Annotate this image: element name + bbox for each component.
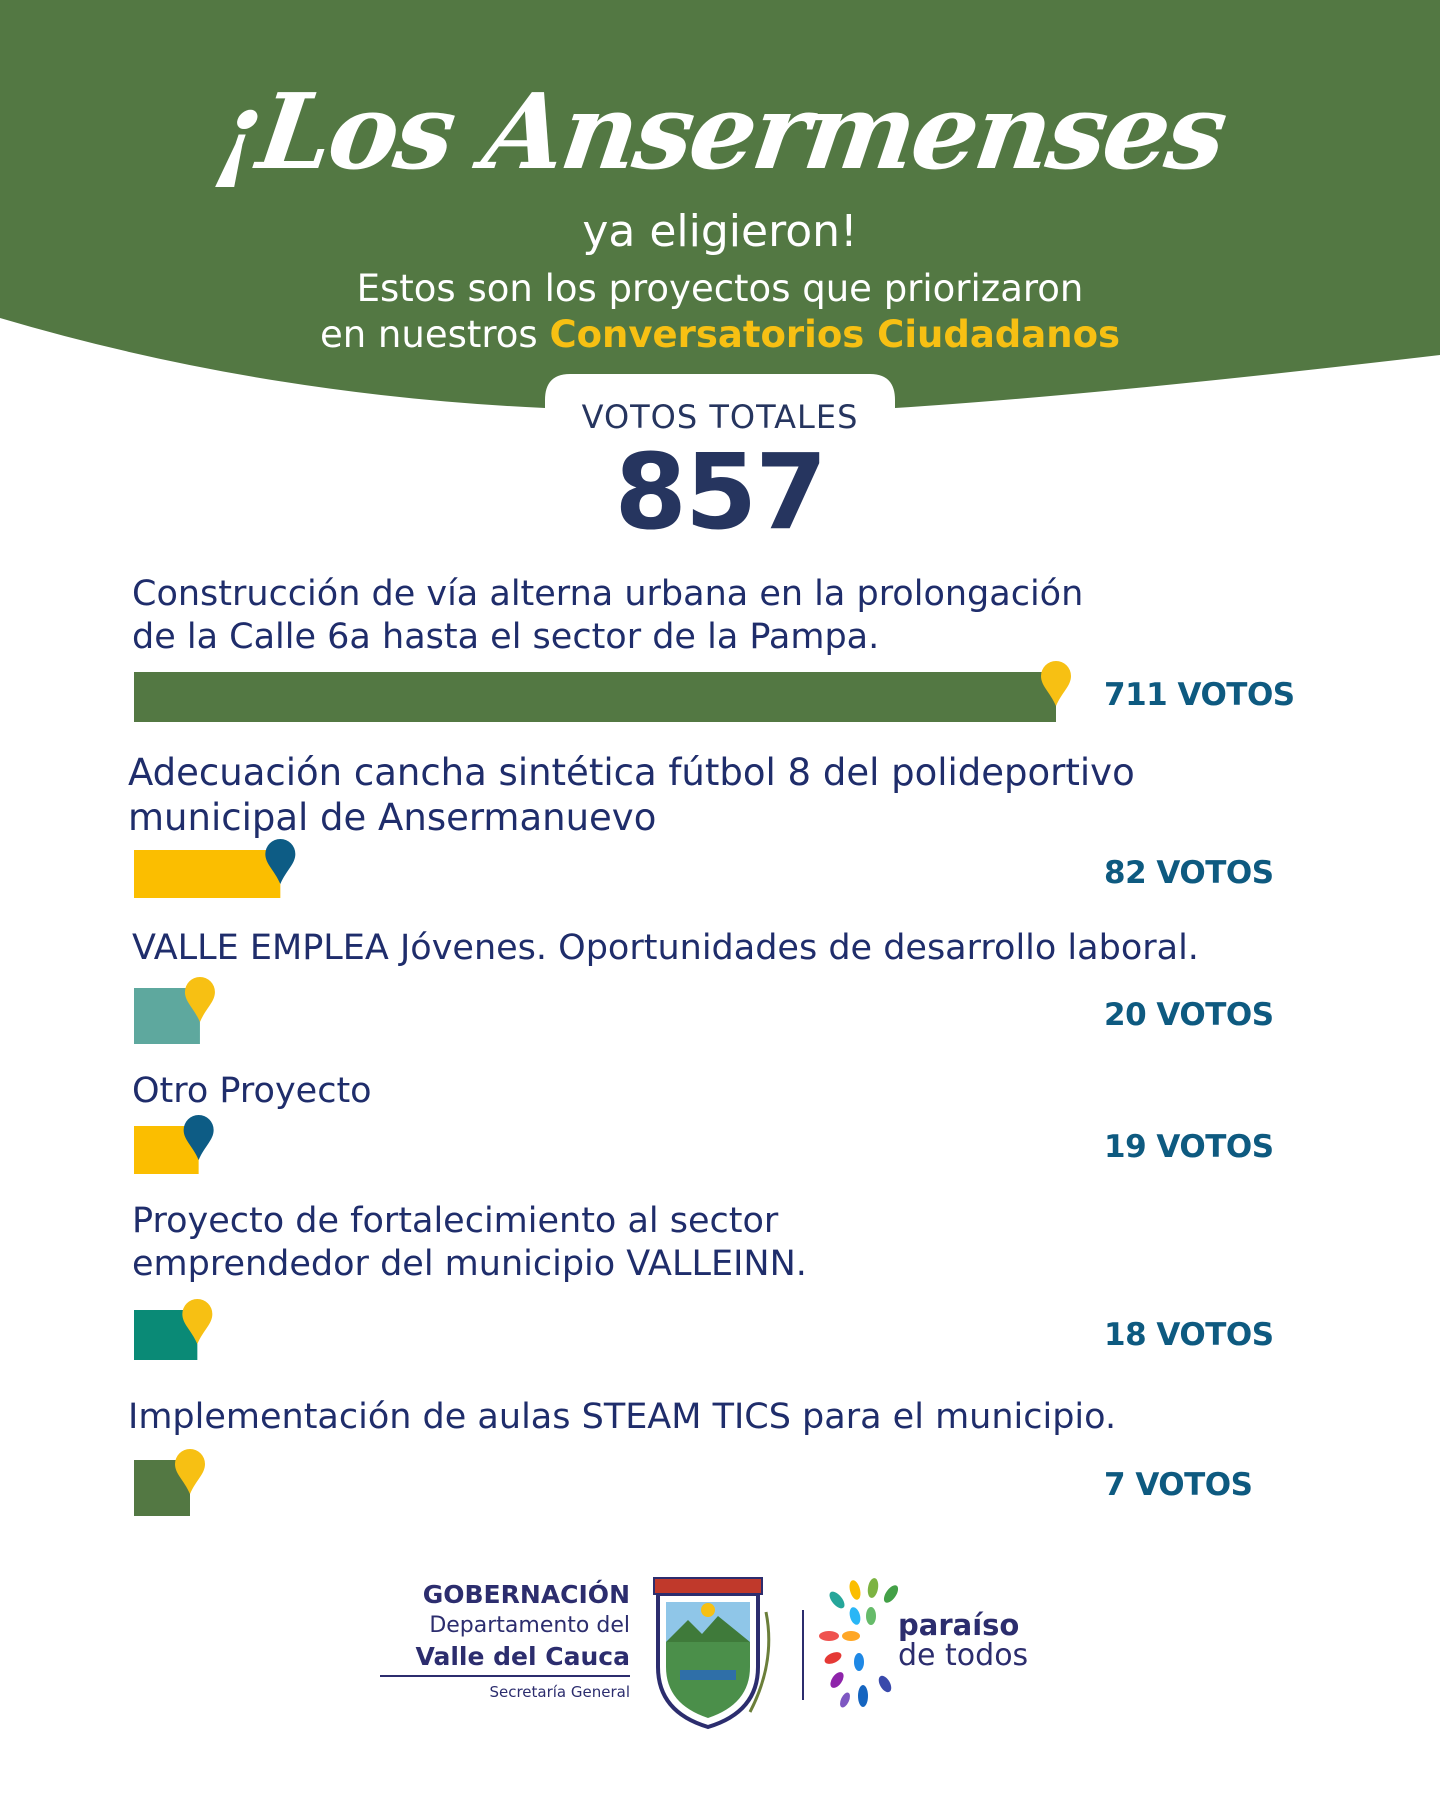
gob-line-4: Secretaría General [489,1683,630,1701]
gob-line-2: Departamento del [429,1613,630,1638]
project-title-3 [132,927,1332,970]
hero-line-1: Estos son los proyectos que priorizaron [356,267,1084,310]
votes-label-4: 19 VOTOS [1104,1129,1274,1165]
map-pin-icon-6 [175,1449,205,1494]
total-votes-value: 857 [614,431,826,553]
map-pin-icon-2 [265,839,295,884]
project-title-1-line-2: de la Calle 6a hasta el sector de la Pampa. [132,616,880,657]
gobernacion-logo-text [380,1580,630,1701]
votes-label-5: 18 VOTOS [1104,1317,1274,1353]
project-title-5-line-2: emprendedor del municipio VALLEINN. [132,1243,807,1284]
map-pin-icon-1 [1041,661,1071,706]
project-title-5 [132,1200,1332,1285]
project-title-2-line-1: Adecuación cancha sintética fútbol 8 del polideportivo [128,751,1135,794]
project-title-2-line-2: municipal de Ansermanuevo [128,796,657,840]
votes-label-3: 20 VOTOS [1104,997,1274,1033]
map-pin-icon-4 [184,1115,214,1160]
footer-divider [802,1610,804,1700]
total-votes-label: VOTOS TOTALES [581,398,859,436]
gob-line-3: Valle del Cauca [380,1642,630,1677]
project-title-4-line-1: Otro Proyecto [132,1071,372,1111]
vote-bar-6 [134,1460,190,1516]
votes-label-6: 7 VOTOS [1104,1467,1253,1503]
project-title-1 [132,573,1332,658]
project-title-6-line-1: Implementación de aulas STEAM TICS para el municipio. [128,1397,1117,1437]
paraiso-line-2: de todos [898,1638,1029,1673]
gob-line-1: GOBERNACIÓN [422,1580,630,1609]
hero-line-2 [0,313,1440,356]
vote-bar-1 [134,672,1056,722]
vote-bar-5 [134,1310,197,1360]
project-title-3-line-1: VALLE EMPLEA Jóvenes. Oportunidades de desarrollo laboral. [132,928,1199,968]
map-pin-icon-5 [182,1299,212,1344]
project-title-6 [128,1396,1328,1439]
hero-line-2-prefix: en nuestros [319,313,538,356]
votes-label-2: 82 VOTOS [1104,855,1274,891]
vote-bar-3 [134,988,200,1044]
project-title-2 [128,750,1328,840]
hero-title: ¡Los Ansermenses [208,70,1232,193]
paraiso-line-1: paraíso [898,1608,1020,1642]
hero-line-2-highlight: Conversatorios Ciudadanos [549,313,1121,356]
footer [0,1570,1440,1770]
project-title-4 [132,1070,1332,1113]
vote-bar-4 [134,1126,199,1174]
project-title-1-line-1: Construcción de vía alterna urbana en la prolongación [132,574,1084,614]
valle-del-cauca-shield-icon [640,1572,790,1732]
map-pin-icon-3 [185,977,215,1022]
hero-subtitle: ya eligieron! [582,206,858,257]
project-title-5-line-1: Proyecto de fortalecimiento al sector [132,1201,779,1241]
vote-bar-2 [134,850,280,898]
votes-label-1: 711 VOTOS [1104,677,1295,713]
